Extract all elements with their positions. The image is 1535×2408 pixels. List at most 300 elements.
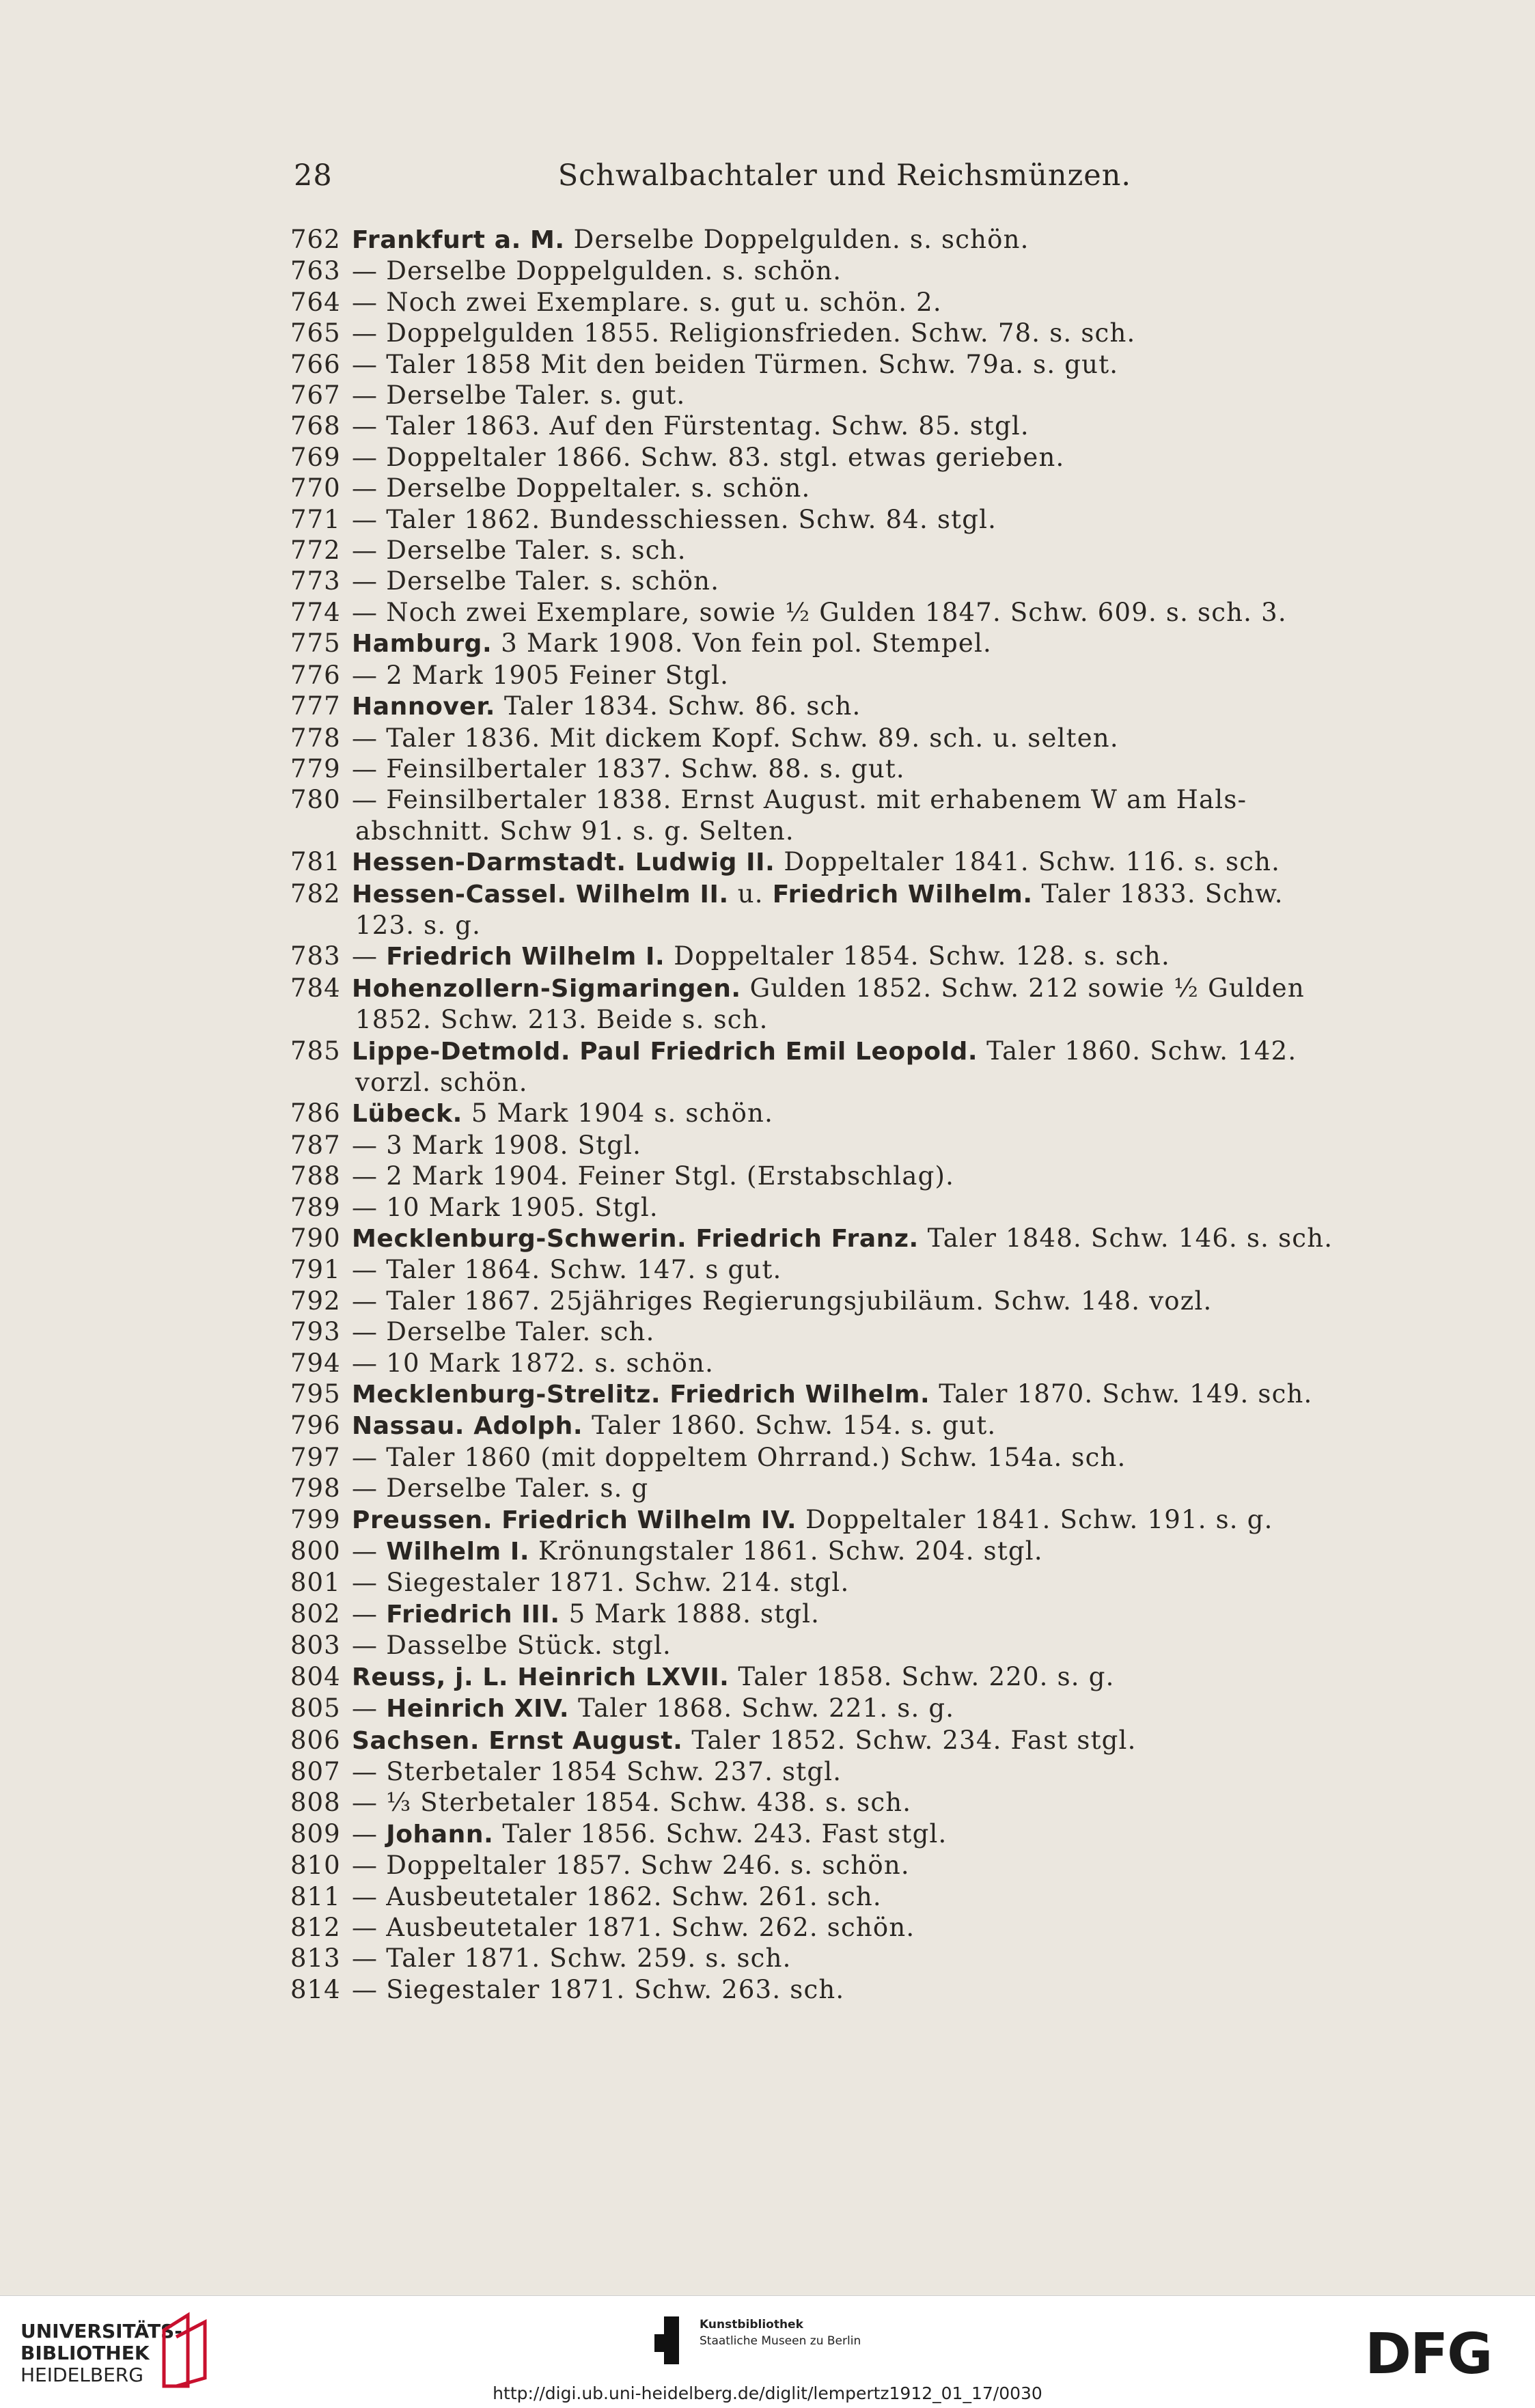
permalink-url[interactable]: http://digi.ub.uni-heidelberg.de/diglit/lempertz1912_01_17/0030 xyxy=(493,2383,1042,2403)
entry-number: 804 xyxy=(290,1661,341,1691)
entry-description: Derselbe Taler. s. gut. xyxy=(386,380,686,411)
entry-row xyxy=(290,753,1424,784)
entry-description: 3 Mark 1908. Stgl. xyxy=(386,1130,642,1160)
entry-number: 805 xyxy=(290,1693,341,1724)
entry-text xyxy=(352,224,1424,255)
running-head xyxy=(294,158,1131,193)
entry-dash: — xyxy=(352,1943,378,1974)
entry-dash: — xyxy=(352,473,378,503)
entry-number: 802 xyxy=(290,1599,341,1629)
entry-description: Siegestaler 1871. Schw. 214. stgl. xyxy=(386,1568,850,1598)
entry-number: 787 xyxy=(290,1130,341,1160)
entry-heading: Sachsen. Ernst August. xyxy=(352,1726,683,1755)
entry-row xyxy=(290,255,1424,286)
entry-dash: — xyxy=(352,660,378,690)
entry-row xyxy=(290,504,1424,535)
entry-text xyxy=(352,535,1424,566)
entry-number: 784 xyxy=(290,973,341,1003)
entry-dash: — xyxy=(352,411,378,441)
kunstbibliothek-mark-icon xyxy=(654,2316,687,2364)
entry-text xyxy=(352,1536,1424,1567)
ub-mark-icon xyxy=(157,2310,212,2392)
entry-text xyxy=(352,411,1424,441)
entry-description: Taler 1867. 25jähriges Regierungsjubiläum. Schw. 148. vozl. xyxy=(386,1286,1213,1316)
page-title: Schwalbachtaler und Reichsmünzen. xyxy=(557,158,1132,193)
entry-number: 791 xyxy=(290,1255,341,1285)
entry-text xyxy=(352,1130,1424,1161)
entry-number: 809 xyxy=(290,1818,341,1849)
entry-number: 782 xyxy=(290,878,341,909)
entry-text xyxy=(352,442,1424,473)
entry-row xyxy=(290,1599,1424,1630)
entry-heading: Heinrich XIV. xyxy=(386,1695,570,1724)
entry-description: Siegestaler 1871. Schw. 263. sch. xyxy=(386,1974,845,2004)
entry-dash: — xyxy=(352,380,378,411)
entry-dash: — xyxy=(352,1818,378,1849)
entry-row xyxy=(290,1850,1424,1881)
entry-description: Ausbeutetaler 1871. Schw. 262. schön. xyxy=(386,1912,915,1942)
entry-description: Doppeltaler 1854. Schw. 128. s. sch. xyxy=(665,941,1170,971)
entry-heading: Friedrich III. xyxy=(386,1600,560,1629)
entry-description: Derselbe Doppeltaler. s. schön. xyxy=(386,473,811,503)
entry-description: 5 Mark 1888. stgl. xyxy=(559,1599,820,1629)
entry-continuation xyxy=(290,1004,1424,1035)
entry-number: 778 xyxy=(290,723,341,753)
entry-dash: — xyxy=(352,442,378,472)
entry-row xyxy=(290,473,1424,503)
entry-description: Taler 1836. Mit dickem Kopf. Schw. 89. sch. u. selten. xyxy=(386,723,1119,753)
entry-row xyxy=(290,1943,1424,1974)
entry-text xyxy=(352,349,1424,380)
entry-number: 768 xyxy=(290,411,341,441)
entry-row xyxy=(290,691,1424,722)
entry-row xyxy=(290,1379,1424,1410)
entry-number: 812 xyxy=(290,1912,341,1942)
entry-dash: — xyxy=(352,536,378,566)
entry-dash: — xyxy=(352,1631,378,1661)
entry-continuation xyxy=(290,910,1424,941)
entry-heading: Mecklenburg-Strelitz. Friedrich Wilhelm. xyxy=(352,1381,930,1409)
entry-text xyxy=(352,1379,1424,1410)
entry-number xyxy=(290,816,352,846)
entry-number xyxy=(290,1067,352,1098)
entry-heading: Hessen-Darmstadt. Ludwig II. xyxy=(352,848,775,877)
entry-text xyxy=(352,1473,1424,1504)
entry-description: Taler 1871. Schw. 259. s. sch. xyxy=(386,1943,792,1974)
entry-row xyxy=(290,1630,1424,1661)
entry-text xyxy=(352,628,1424,659)
entry-number: 793 xyxy=(290,1317,341,1347)
entry-text xyxy=(352,597,1424,628)
entry-row xyxy=(290,1410,1424,1441)
entry-row xyxy=(290,318,1424,348)
entry-description: Taler 1860 (mit doppeltem Ohrrand.) Schw. 154a. sch. xyxy=(386,1442,1126,1472)
entry-row xyxy=(290,1536,1424,1567)
entry-text xyxy=(352,660,1424,691)
entry-text xyxy=(352,1693,1424,1724)
entry-text xyxy=(352,1725,1424,1756)
entry-continuation xyxy=(290,1067,1424,1098)
entry-number: 795 xyxy=(290,1379,341,1409)
entry-text xyxy=(352,1504,1424,1536)
entry-description: 3 Mark 1908. Von fein pol. Stempel. xyxy=(492,628,993,659)
entry-description: Taler 1870. Schw. 149. sch. xyxy=(930,1379,1313,1409)
entry-dash: — xyxy=(352,1442,378,1472)
entry-description: Taler 1862. Bundesschiessen. Schw. 84. stgl. xyxy=(386,504,997,534)
entry-text xyxy=(352,255,1424,286)
entry-row xyxy=(290,1348,1424,1379)
entry-number: 786 xyxy=(290,1098,341,1129)
entry-text xyxy=(352,473,1424,503)
entry-heading: Hamburg. xyxy=(352,630,493,659)
entry-description: Gulden 1852. Schw. 212 sowie ½ Gulden xyxy=(741,973,1305,1003)
entry-description: Taler 1858. Schw. 220. s. g. xyxy=(729,1661,1115,1691)
entry-number: 798 xyxy=(290,1473,341,1504)
entry-row xyxy=(290,224,1424,255)
entry-description: Sterbetaler 1854 Schw. 237. stgl. xyxy=(386,1756,842,1786)
entry-row xyxy=(290,380,1424,411)
entry-number: 796 xyxy=(290,1411,341,1441)
entry-description: Noch zwei Exemplare, sowie ½ Gulden 1847. Schw. 609. s. sch. 3. xyxy=(386,597,1287,627)
footer-bar xyxy=(0,2295,1535,2408)
entry-description: Doppeltaler 1857. Schw 246. s. schön. xyxy=(386,1851,910,1881)
entry-description: Taler 1858 Mit den beiden Türmen. Schw. 79a. s. gut. xyxy=(386,349,1119,379)
entry-text xyxy=(352,784,1424,815)
entry-number: 788 xyxy=(290,1161,341,1191)
entry-heading: Johann. xyxy=(386,1820,494,1849)
entry-row xyxy=(290,973,1424,1004)
entry-text xyxy=(352,504,1424,535)
entry-row xyxy=(290,442,1424,473)
entry-dash: — xyxy=(352,1536,378,1566)
entry-description: Doppeltaler 1841. Schw. 116. s. sch. xyxy=(775,847,1281,877)
entry-heading: Hessen-Cassel. Wilhelm II. xyxy=(352,880,729,909)
entry-row xyxy=(290,1912,1424,1943)
entry-description: Dasselbe Stück. stgl. xyxy=(386,1631,672,1661)
entry-text xyxy=(352,1661,1424,1693)
entry-number: 777 xyxy=(290,691,341,721)
entry-text xyxy=(352,1004,1424,1035)
entry-dash: — xyxy=(352,1756,378,1786)
entry-dash: — xyxy=(352,1348,378,1378)
entry-text xyxy=(352,941,1424,972)
entry-description: vorzl. schön. xyxy=(355,1067,528,1097)
entry-number: 800 xyxy=(290,1536,341,1566)
entry-description: Derselbe Taler. s. sch. xyxy=(386,536,687,566)
entry-row xyxy=(290,1504,1424,1536)
entry-row xyxy=(290,660,1424,691)
entry-description: Taler 1848. Schw. 146. s. sch. xyxy=(918,1223,1333,1253)
entry-description: 123. s. g. xyxy=(355,910,482,940)
entry-dash: — xyxy=(352,723,378,753)
entry-description: Feinsilbertaler 1837. Schw. 88. s. gut. xyxy=(386,753,905,784)
entry-continuation xyxy=(290,816,1424,846)
entry-number: 772 xyxy=(290,536,341,566)
entry-text xyxy=(352,816,1424,846)
catalog-entries xyxy=(290,224,1424,2005)
entry-description: 5 Mark 1904 s. schön. xyxy=(462,1098,774,1129)
entry-dash: — xyxy=(352,1286,378,1316)
entry-number: 765 xyxy=(290,318,341,348)
entry-dash: — xyxy=(352,753,378,784)
entry-dash: — xyxy=(352,1317,378,1347)
entry-row xyxy=(290,1818,1424,1850)
entry-dash: — xyxy=(352,1161,378,1191)
entry-text xyxy=(352,1912,1424,1943)
entry-number: 764 xyxy=(290,287,341,317)
entry-number: 790 xyxy=(290,1223,341,1253)
entry-text xyxy=(352,878,1424,910)
entry-row xyxy=(290,566,1424,596)
kb-logo-text xyxy=(700,2316,861,2349)
entry-row xyxy=(290,941,1424,972)
entry-dash: — xyxy=(352,1851,378,1881)
entry-dash: — xyxy=(352,785,378,815)
entry-row xyxy=(290,1881,1424,1912)
entry-number: 783 xyxy=(290,941,341,971)
entry-description: Derselbe Taler. sch. xyxy=(386,1317,655,1347)
entry-row xyxy=(290,349,1424,380)
entry-text xyxy=(352,973,1424,1004)
entry-dash: — xyxy=(352,287,378,317)
entry-number: 775 xyxy=(290,628,341,659)
entry-number: 801 xyxy=(290,1568,341,1598)
entry-row xyxy=(290,1756,1424,1787)
entry-description: 1852. Schw. 213. Beide s. sch. xyxy=(355,1005,769,1035)
entry-number: 797 xyxy=(290,1442,341,1472)
entry-dash: — xyxy=(352,1912,378,1942)
entry-description: Taler 1852. Schw. 234. Fast stgl. xyxy=(682,1725,1137,1755)
entry-text xyxy=(352,723,1424,753)
entry-text xyxy=(352,318,1424,348)
entry-row xyxy=(290,535,1424,566)
entry-row xyxy=(290,1442,1424,1473)
entry-row xyxy=(290,1787,1424,1818)
entry-text xyxy=(352,1410,1424,1441)
entry-row xyxy=(290,1286,1424,1316)
entry-text xyxy=(352,1348,1424,1379)
entry-number: 806 xyxy=(290,1725,341,1755)
dfg-logo[interactable]: DFG xyxy=(1365,2322,1492,2387)
entry-row xyxy=(290,723,1424,753)
entry-number: 803 xyxy=(290,1631,341,1661)
entry-description: Krönungstaler 1861. Schw. 204. stgl. xyxy=(529,1536,1043,1566)
entry-number: 794 xyxy=(290,1348,341,1378)
entry-row xyxy=(290,1473,1424,1504)
entry-row xyxy=(290,628,1424,659)
entry-description-2: Taler 1833. Schw. xyxy=(1032,878,1284,909)
entry-text xyxy=(352,1316,1424,1347)
entry-heading: Friedrich Wilhelm I. xyxy=(386,943,665,971)
entry-text xyxy=(352,1567,1424,1598)
entry-text xyxy=(352,1223,1424,1254)
entry-number: 762 xyxy=(290,225,341,254)
entry-row xyxy=(290,1567,1424,1598)
entry-dash: — xyxy=(352,349,378,379)
entry-dash: — xyxy=(352,597,378,627)
entry-description: Taler 1864. Schw. 147. s gut. xyxy=(386,1255,782,1285)
entry-text xyxy=(352,1881,1424,1912)
entry-row xyxy=(290,1316,1424,1347)
entry-description: u. xyxy=(728,878,773,909)
entry-description: Derselbe Taler. s. g xyxy=(386,1473,649,1504)
entry-number: 769 xyxy=(290,442,341,472)
entry-dash: — xyxy=(352,1881,378,1911)
entry-number xyxy=(290,910,352,941)
entry-description: 2 Mark 1905 Feiner Stgl. xyxy=(386,660,730,690)
entry-text xyxy=(352,1286,1424,1316)
entry-description: Doppeltaler 1841. Schw. 191. s. g. xyxy=(797,1504,1273,1534)
entry-row xyxy=(290,1161,1424,1191)
entry-row xyxy=(290,878,1424,910)
entry-text xyxy=(352,1192,1424,1223)
entry-number: 799 xyxy=(290,1504,341,1534)
ub-line2: BIBLIOTHEK xyxy=(20,2342,150,2364)
entry-row xyxy=(290,1098,1424,1129)
entry-text xyxy=(352,287,1424,318)
entry-heading: Hohenzollern-Sigmaringen. xyxy=(352,974,741,1003)
entry-dash: — xyxy=(352,504,378,534)
entry-description: Doppelgulden 1855. Religionsfrieden. Schw. 78. s. sch. xyxy=(386,318,1136,348)
entry-row xyxy=(290,1223,1424,1254)
entry-description: Noch zwei Exemplare. s. gut u. schön. 2. xyxy=(386,287,942,317)
entry-text xyxy=(352,753,1424,784)
entry-dash: — xyxy=(352,1974,378,2004)
page-number: 28 xyxy=(294,158,333,193)
entry-row xyxy=(290,1192,1424,1223)
entry-number: 779 xyxy=(290,753,341,784)
entry-dash: — xyxy=(352,941,378,971)
entry-row xyxy=(290,287,1424,318)
entry-text xyxy=(352,1599,1424,1630)
entry-description: Derselbe Doppelgulden. s. schön. xyxy=(386,256,842,286)
entry-heading: Preussen. Friedrich Wilhelm IV. xyxy=(352,1506,797,1534)
entry-number: 771 xyxy=(290,504,341,534)
kb-line1: Kunstbibliothek xyxy=(700,2318,803,2331)
entry-heading: Lübeck. xyxy=(352,1100,462,1129)
entry-text xyxy=(352,1943,1424,1974)
entry-description: 10 Mark 1905. Stgl. xyxy=(386,1192,659,1222)
entry-description: Taler 1860. Schw. 142. xyxy=(978,1036,1297,1066)
entry-dash: — xyxy=(352,1568,378,1598)
entry-row xyxy=(290,1693,1424,1724)
entry-description: Derselbe Taler. s. schön. xyxy=(386,566,720,596)
entry-number: 813 xyxy=(290,1943,341,1974)
entry-number: 814 xyxy=(290,1974,341,2004)
ub-line3: HEIDELBERG xyxy=(20,2364,143,2386)
entry-description: Taler 1856. Schw. 243. Fast stgl. xyxy=(493,1818,948,1849)
entry-description: Taler 1863. Auf den Fürstentag. Schw. 85. stgl. xyxy=(386,411,1029,441)
entry-text xyxy=(352,1787,1424,1818)
entry-number: 807 xyxy=(290,1756,341,1786)
entry-heading: Nassau. Adolph. xyxy=(352,1412,583,1441)
entry-number: 767 xyxy=(290,380,341,411)
entry-row xyxy=(290,411,1424,441)
entry-text xyxy=(352,1067,1424,1098)
entry-text xyxy=(352,1254,1424,1285)
entry-row xyxy=(290,784,1424,815)
entry-dash: — xyxy=(352,566,378,596)
entry-text xyxy=(352,1630,1424,1661)
entry-number: 776 xyxy=(290,660,341,690)
kb-line2: Staatliche Museen zu Berlin xyxy=(700,2334,861,2348)
entry-description: Feinsilbertaler 1838. Ernst August. mit erhabenem W am Hals- xyxy=(386,785,1247,815)
entry-number: 808 xyxy=(290,1788,341,1818)
entry-dash: — xyxy=(352,256,378,286)
entry-text xyxy=(352,691,1424,722)
entry-dash: — xyxy=(352,1693,378,1724)
entry-text xyxy=(352,1161,1424,1191)
entry-number: 810 xyxy=(290,1851,341,1881)
entry-heading-2: Friedrich Wilhelm. xyxy=(772,880,1033,909)
entry-row xyxy=(290,1661,1424,1693)
entry-text xyxy=(352,846,1424,878)
entry-dash: — xyxy=(352,318,378,348)
entry-dash: — xyxy=(352,1192,378,1222)
entry-description: Taler 1860. Schw. 154. s. gut. xyxy=(583,1411,997,1441)
entry-text xyxy=(352,1850,1424,1881)
entry-description: 10 Mark 1872. s. schön. xyxy=(386,1348,715,1378)
entry-number: 773 xyxy=(290,566,341,596)
entry-row xyxy=(290,1130,1424,1161)
entry-heading: Hannover. xyxy=(352,693,495,721)
entry-number: 792 xyxy=(290,1286,341,1316)
entry-row xyxy=(290,846,1424,878)
entry-description: Taler 1868. Schw. 221. s. g. xyxy=(569,1693,955,1724)
entry-dash: — xyxy=(352,1130,378,1160)
entry-description: abschnitt. Schw 91. s. g. Selten. xyxy=(355,816,794,846)
entry-text xyxy=(352,1818,1424,1850)
entry-description: Taler 1834. Schw. 86. sch. xyxy=(495,691,861,721)
entry-dash: — xyxy=(352,1255,378,1285)
entry-row xyxy=(290,1254,1424,1285)
entry-heading: Reuss, j. L. Heinrich LXVII. xyxy=(352,1663,730,1691)
entry-number: 763 xyxy=(290,256,341,286)
entry-heading: Mecklenburg-Schwerin. Friedrich Franz. xyxy=(352,1225,919,1253)
entry-text xyxy=(352,380,1424,411)
entry-row xyxy=(290,1036,1424,1067)
entry-description: ⅓ Sterbetaler 1854. Schw. 438. s. sch. xyxy=(386,1788,912,1818)
entry-text xyxy=(352,1442,1424,1473)
entry-number: 781 xyxy=(290,847,341,877)
ub-line1: UNIVERSITÄTS- xyxy=(20,2320,182,2342)
entry-dash: — xyxy=(352,1473,378,1504)
entry-heading: Lippe-Detmold. Paul Friedrich Emil Leopold. xyxy=(352,1037,978,1066)
entry-heading: Frankfurt a. M. xyxy=(352,226,565,254)
entry-text xyxy=(352,910,1424,941)
entry-text xyxy=(352,1098,1424,1129)
entry-row xyxy=(290,1974,1424,2005)
entry-text xyxy=(352,566,1424,596)
entry-row xyxy=(290,1725,1424,1756)
kunstbibliothek-logo[interactable] xyxy=(654,2316,861,2364)
entry-text xyxy=(352,1756,1424,1787)
entry-description: Doppeltaler 1866. Schw. 83. stgl. etwas gerieben. xyxy=(386,442,1065,472)
entry-description: Ausbeutetaler 1862. Schw. 261. sch. xyxy=(386,1881,882,1911)
entry-heading: Wilhelm I. xyxy=(386,1538,530,1566)
entry-dash: — xyxy=(352,1599,378,1629)
entry-description: 2 Mark 1904. Feiner Stgl. (Erstabschlag). xyxy=(386,1161,955,1191)
entry-number: 770 xyxy=(290,473,341,503)
entry-dash: — xyxy=(352,1788,378,1818)
entry-text xyxy=(352,1974,1424,2005)
entry-number: 774 xyxy=(290,597,341,627)
entry-number: 811 xyxy=(290,1881,341,1911)
entry-text xyxy=(352,1036,1424,1067)
entry-description: Derselbe Doppelgulden. s. schön. xyxy=(564,225,1029,254)
entry-number xyxy=(290,1004,352,1035)
entry-number: 780 xyxy=(290,785,341,815)
